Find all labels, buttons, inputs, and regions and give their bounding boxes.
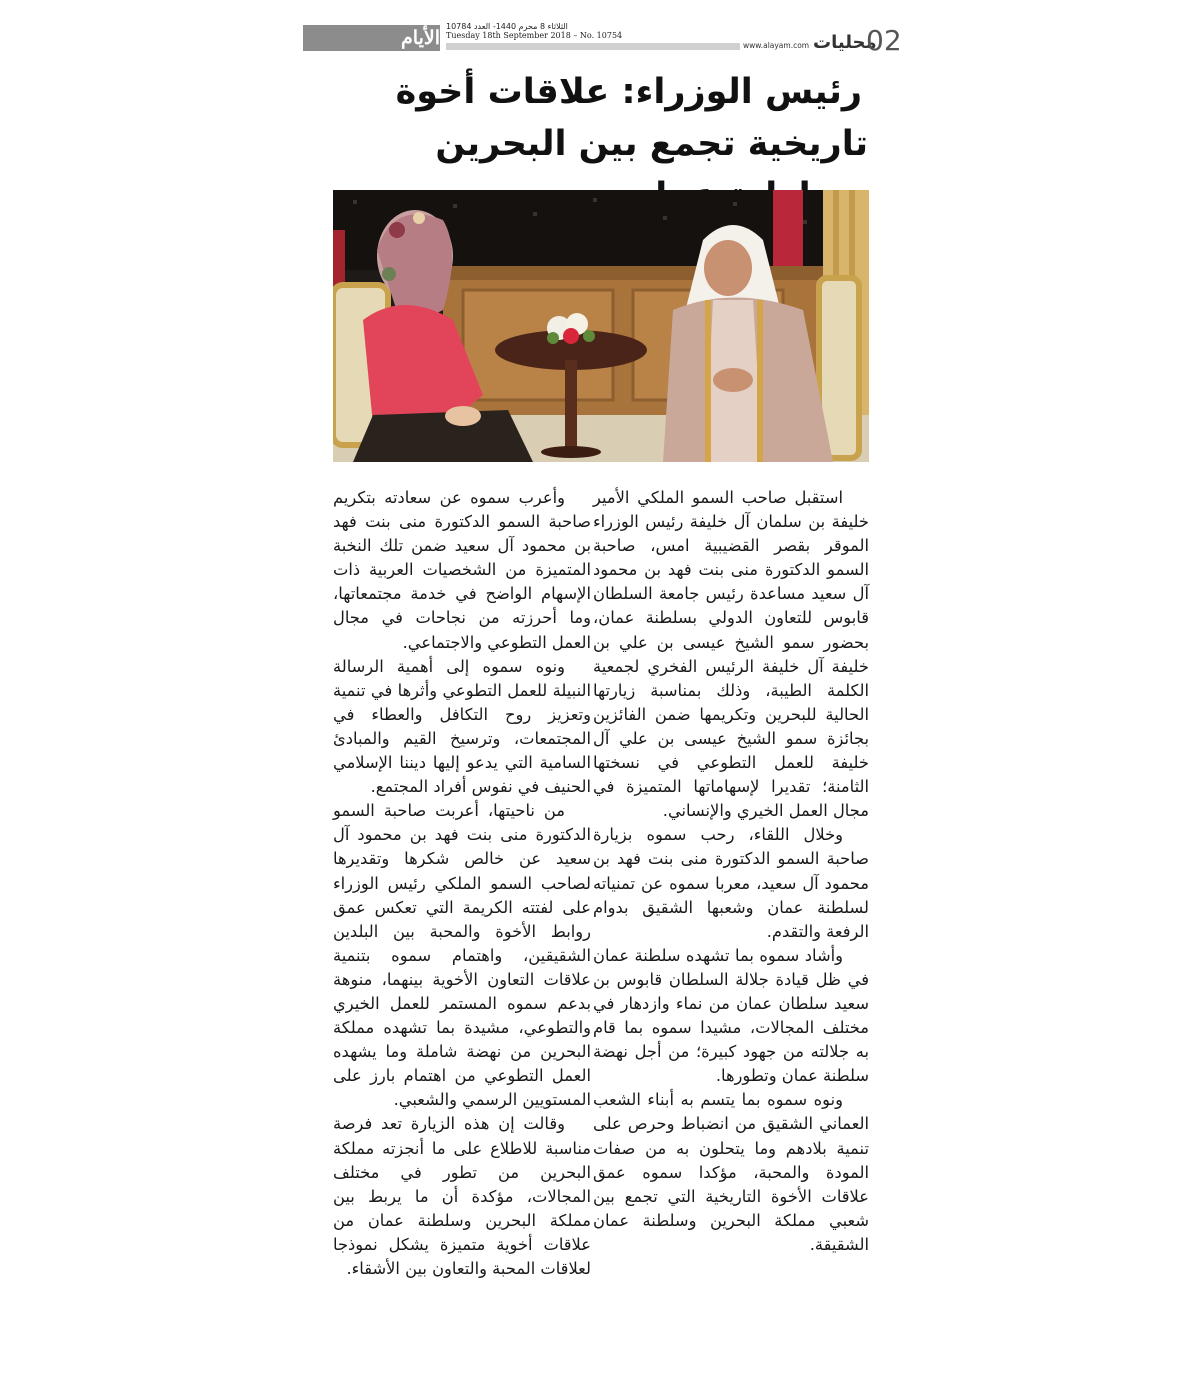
issue-date-arabic: الثلاثاء 8 محرم 1440- العدد 10784: [446, 22, 568, 31]
headline-line-2: تاريخية تجمع بين البحرين: [435, 124, 868, 164]
article-paragraph: من ناحيتها، أعربت صاحبة السمو الدكتورة منى بنت فهد بن محمود آل سعيد عن خالص شكرها وتقديرها لصاحب السمو الملكي رئيس الوزراء على لفتته الكريمة التي تعكس عمق روابط الأخوة والمحبة بين البلدين الشقيقين، واهتمام سموه بتنمية علاقات التعاون الأخوية بينهما، منوهة بدعم سموه المستمر للعمل الخيري والتطوعي، مشيدة بما تشهده مملكة البحرين من نهضة شاملة وما يشهده العمل التطوعي من اهتمام بارز على المستويين الرسمي والشعبي.: [333, 801, 591, 1110]
article-column-left: [333, 486, 591, 1281]
article-paragraph: ونوه سموه إلى أهمية الرسالة النبيلة للعمل التطوعي وأثرها في تنمية وتعزيز روح التكافل والعطاء في المجتمعات، وترسيخ القيم والمبادئ السامية التي يدعو إليها ديننا الإسلامي الحنيف في نفوس أفراد المجتمع.: [333, 656, 591, 797]
newspaper-logo: [303, 25, 440, 51]
article-paragraph: وقالت إن هذه الزيارة تعد فرصة مناسبة للاطلاع على ما أنجزته مملكة البحرين من تطور في مختلف المجالات، مؤكدة أن ما يربط بين مملكة البحرين وسلطنة عمان من علاقات أخوية متميزة يشكل نموذجا لعلاقات المحبة والتعاون بين الأشقاء.: [333, 1114, 591, 1278]
article-paragraph: وأعرب سموه عن سعادته بتكريم صاحبة السمو الدكتورة منى بنت فهد بن محمود آل سعيد ضمن تلك النخبة المتميزة من الشخصيات العربية ذات الإسهام الواضح في خدمة مجتمعاتها، وما أحرزته من نجاحات في مجال العمل التطوعي والاجتماعي.: [333, 488, 591, 652]
site-url: www.alayam.com: [743, 41, 810, 50]
article-photo: [333, 190, 869, 462]
article-paragraph: استقبل صاحب السمو الملكي الأمير خليفة بن سلمان آل خليفة رئيس الوزراء الموقر بقصر القضيبية امس، صاحبة السمو الدكتورة منى بنت فهد بن محمود آل سعيد مساعدة رئيس جامعة السلطان قابوس للتعاون الدولي بسلطنة عمان، بحضور سمو الشيخ عيسى بن علي بن خليفة آل خليفة الرئيس الفخري لجمعية الكلمة الطيبة، وذلك بمناسبة زيارتها الحالية للبحرين وتكريمها ضمن الفائزين بجائزة سمو الشيخ عيسى بن علي آل خليفة للعمل التطوعي في نسختها الثامنة؛ تقديرا لإسهاماتها المتميزة في مجال العمل الخيري والإنساني.: [593, 488, 869, 821]
article-column-right: [593, 486, 869, 1257]
issue-date-english: Tuesday 18th September 2018 – No. 10754: [446, 31, 623, 40]
page-number: 02: [866, 24, 902, 57]
article-paragraph: وأشاد سموه بما تشهده سلطنة عمان في ظل قيادة جلالة السلطان قابوس بن سعيد سلطان عمان من نماء وازدهار في مختلف المجالات، مشيدا سموه بما قام به جلالته من جهود كبيرة؛ من أجل نهضة سلطنة عمان وتطورها.: [593, 945, 869, 1086]
headline-line-1: رئيس الوزراء: علاقات أخوة: [395, 72, 862, 112]
section-name: محليات: [813, 32, 877, 53]
masthead-rule: [446, 43, 740, 50]
article-paragraph: وخلال اللقاء، رحب سموه بزيارة صاحبة السمو الدكتورة منى بنت فهد بن محمود آل سعيد، معربا سموه عن تمنياته لسلطنة عمان وشعبها الشقيق بدوام الرفعة والتقدم.: [593, 825, 869, 941]
newspaper-logo-text: الأيام: [401, 27, 440, 49]
article-paragraph: ونوه سموه بما يتسم به أبناء الشعب العماني الشقيق من انضباط وحرص على تنمية بلادهم وما يتحلون به من صفات المودة والمحبة، مؤكدا سموه عمق علاقات الأخوة التاريخية التي تجمع بين شعبي مملكة البحرين وسلطنة عمان الشقيقة.: [593, 1090, 869, 1254]
